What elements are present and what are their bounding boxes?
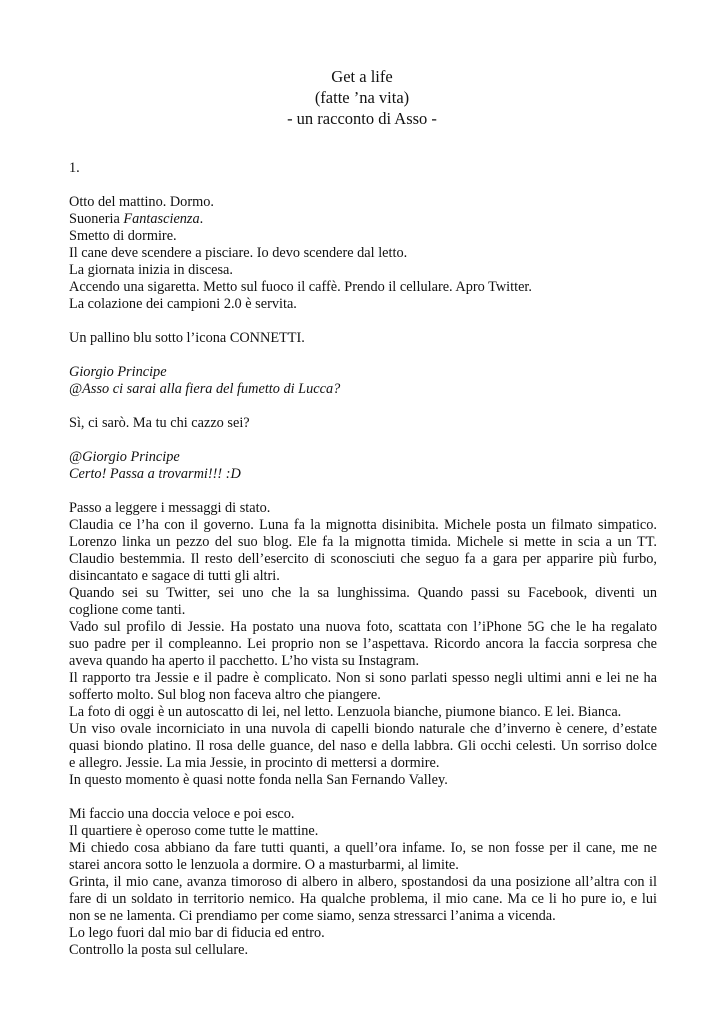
paragraph-line: Otto del mattino. Dormo. <box>69 194 214 210</box>
paragraph-line: non se ne lamenta. Ci prendiamo per come siamo, senza stressarci l’anima a vicenda. <box>69 908 556 924</box>
tweet-text: Certo! Passa a trovarmi!!! :D <box>69 466 241 482</box>
ringtone-name: Fantascienza <box>123 211 200 227</box>
paragraph-line: Il cane deve scendere a pisciare. Io devo scendere dal letto. <box>69 245 408 261</box>
paragraph-line: La colazione dei campioni 2.0 è servita. <box>69 296 297 312</box>
paragraph-line: Vado sul profilo di Jessie. Ha postato una nuova foto, scattata con l’iPhone 5G che le ha regalato <box>69 619 657 635</box>
paragraph-line: Grinta, il mio cane, avanza timoroso di albero in albero, spostandosi da una posizione all’altra con il <box>69 874 657 890</box>
paragraph-line: La foto di oggi è un autoscatto di lei, nel letto. Lenzuola bianche, piumone bianco. E lei. Bianca. <box>69 704 622 720</box>
paragraph-line: In questo momento è quasi notte fonda nella San Fernando Valley. <box>69 772 448 788</box>
tweet-text: @Asso ci sarai alla fiera del fumetto di Lucca? <box>69 381 341 397</box>
paragraph-line: Mi faccio una doccia veloce e poi esco. <box>69 806 295 822</box>
paragraph-line: sofferto molto. Sul blog non faceva altro che piangere. <box>69 687 381 703</box>
paragraph-line: aveva quando ha aperto il pacchetto. L’ho vista su Instagram. <box>69 653 420 669</box>
paragraph-line <box>69 211 657 228</box>
paragraph-line: Accendo una sigaretta. Metto sul fuoco il caffè. Prendo il cellulare. Apro Twitter. <box>69 279 532 295</box>
tweet-author: @Giorgio Principe <box>69 449 180 465</box>
paragraph-line: Sì, ci sarò. Ma tu chi cazzo sei? <box>69 415 250 431</box>
paragraph-line: e allegro. Jessie. La mia Jessie, in procinto di mettersi a dormire. <box>69 755 440 771</box>
text-span: Suoneria <box>69 211 124 227</box>
tweet-author: Giorgio Principe <box>69 364 167 380</box>
paragraph-line: Un viso ovale incorniciato in una nuvola di capelli biondo naturale che d’inverno è cenere, d’estate <box>69 721 657 737</box>
paragraph-line: Smetto di dormire. <box>69 228 177 244</box>
paragraph-line: Un pallino blu sotto l’icona CONNETTI. <box>69 330 305 346</box>
paragraph-line: suo padre per il compleanno. Lei proprio non se l’aspettava. Ricordo ancora la faccia sorpresa che <box>69 636 657 652</box>
paragraph-line: Lorenzo linka un pezzo del suo blog. Ele fa la mignotta timida. Michele si mette in scia a un TT. <box>69 534 657 550</box>
paragraph-line: starei ancora sotto le lenzuola a dormire. O a masturbarmi, al limite. <box>69 857 459 873</box>
title-block <box>0 66 724 129</box>
story-body <box>69 160 657 959</box>
paragraph-line: Il rapporto tra Jessie e il padre è complicato. Non si sono parlati spesso negli ultimi anni e lei ne ha <box>69 670 657 686</box>
paragraph-line: Claudio bestemmia. Il resto dell’esercito di sconosciuti che seguo fa a gara per apparire più furbo, <box>69 551 657 567</box>
paragraph-line: Controllo la posta sul cellulare. <box>69 942 249 958</box>
chapter-number: 1. <box>69 160 80 176</box>
paragraph-line: Passo a leggere i messaggi di stato. <box>69 500 271 516</box>
paragraph-line: disincantato e sagace di tutti gli altri. <box>69 568 280 584</box>
text-span: . <box>199 211 204 227</box>
paragraph-line: coglione come tanti. <box>69 602 186 618</box>
paragraph-line: Quando sei su Twitter, sei uno che la sa lunghissima. Quando passi su Facebook, diventi un <box>69 585 657 601</box>
paragraph-line: Lo lego fuori dal mio bar di fiducia ed entro. <box>69 925 325 941</box>
paragraph-line: Mi chiedo cosa abbiano da fare tutti quanti, a quell’ora infame. Io, se non fosse per il cane, me ne <box>69 840 657 856</box>
paragraph-line: quasi biondo platino. Il rosa delle guance, del naso e della labbra. Gli occhi celesti. Un sorriso dolce <box>69 738 657 754</box>
paragraph-line: Claudia ce l’ha con il governo. Luna fa la mignotta disinibita. Michele posta un filmato simpatico. <box>69 517 657 533</box>
story-title: Get a life <box>331 67 393 86</box>
paragraph-line: fare di un soldato in territorio nemico. Ha qualche problema, il mio cane. Ma ce li ho pure io, e lui <box>69 891 657 907</box>
story-subtitle: (fatte ’na vita) <box>314 88 410 107</box>
paragraph-line: La giornata inizia in discesa. <box>69 262 233 278</box>
story-author-line: - un racconto di Asso - <box>287 109 437 128</box>
paragraph-line: Il quartiere è operoso come tutte le mattine. <box>69 823 319 839</box>
